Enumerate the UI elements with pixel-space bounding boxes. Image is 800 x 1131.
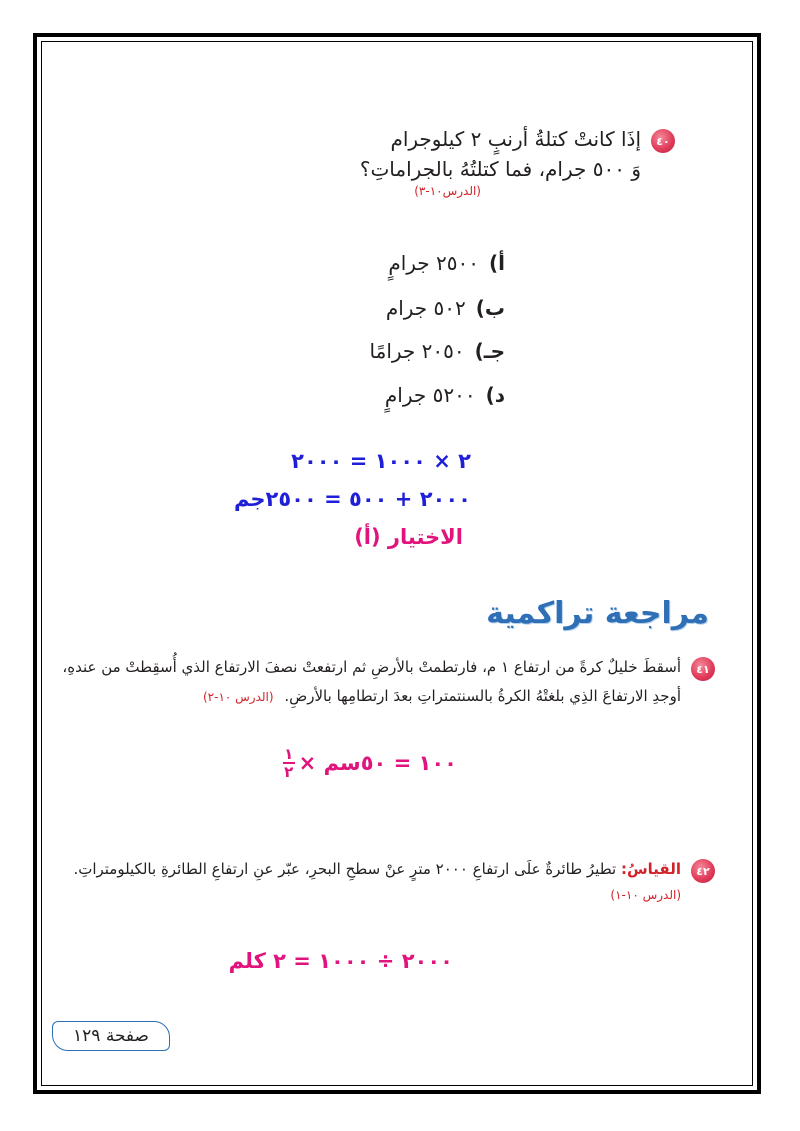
question-41-line2-text: أوجدِ الارتفاعَ الذِي بلغتْهُ الكرةُ بالسنتمتراتِ بعدَ ارتطامِها بالأرضِ. xyxy=(284,687,681,705)
question-41-badge xyxy=(691,657,715,681)
question-42-lesson-ref: (الدرس ١٠-١) xyxy=(610,888,681,902)
question-41-line1: أسقطَ خليلٌ كرةً من ارتفاع ١ م، فارتطمتْ بالأرضِ ثم ارتفعتْ نصفَ الارتفاع الذي أُسقِطتْ من عندهِ، xyxy=(62,658,681,676)
question-42-badge xyxy=(691,859,715,883)
page-number-badge xyxy=(52,1021,170,1051)
question-41-number: ٤١ xyxy=(696,662,710,676)
fraction-denominator: ٢ xyxy=(284,763,294,781)
question-41-work xyxy=(279,746,457,780)
option-d xyxy=(385,383,505,407)
question-41-lesson-ref: (الدرس ١٠-٢) xyxy=(202,690,274,704)
question-40-lesson-ref: (الدرس١٠-٣) xyxy=(414,184,481,198)
option-a-text: ٢٥٠٠ جرامٍ xyxy=(388,251,479,275)
option-c-text: ٢٠٥٠ جرامًا xyxy=(369,339,465,363)
option-d-letter: د) xyxy=(485,383,505,407)
question-40-work-line1: ٢ × ١٠٠٠ = ٢٠٠٠ xyxy=(291,449,471,473)
question-40-line2: وَ ٥٠٠ جرام، فما كتلتُهُ بالجراماتِ؟ xyxy=(359,157,641,181)
question-40-answer-choice: الاختيار (أ) xyxy=(354,525,463,549)
question-41-line2 xyxy=(203,683,681,710)
question-41-work-text: × ١٠٠ = ٥٠سم xyxy=(298,751,457,775)
question-42-work: ٢٠٠٠ ÷ ١٠٠٠ = ٢ كلم xyxy=(228,949,453,973)
option-a xyxy=(388,251,505,275)
option-c-letter: جـ) xyxy=(474,339,505,363)
question-42-text: تطيرُ طائرةٌ علَى ارتفاعِ ٢٠٠٠ مترٍ عنْ سطحِ البحرِ، عبّر عنِ ارتفاعِ الطائرةِ بالكيلومتراتِ. xyxy=(73,860,617,878)
option-b-letter: ب) xyxy=(475,296,505,320)
question-40-number: ٤٠ xyxy=(656,134,670,148)
question-42-number: ٤٢ xyxy=(696,864,710,878)
option-d-text: ٥٢٠٠ جرامٍ xyxy=(384,383,476,407)
worksheet-page xyxy=(41,41,753,1086)
option-c xyxy=(370,339,505,363)
cumulative-review-title: مراجعة تراكمية xyxy=(486,596,709,631)
question-40-badge xyxy=(651,129,675,153)
question-40-work-line2: ٢٠٠٠ + ٥٠٠ = ٢٥٠٠جم xyxy=(233,487,471,511)
question-42-line1 xyxy=(73,856,681,882)
question-42-keyword: القياسُ: xyxy=(620,860,681,878)
fraction-one-half xyxy=(283,746,295,780)
option-b-text: ٥٠٢ جرام xyxy=(385,296,466,320)
question-40-line1: إذَا كانتْ كتلةُ أرنبٍ ٢ كيلوجرام xyxy=(390,127,641,151)
option-b xyxy=(386,296,505,320)
fraction-numerator: ١ xyxy=(284,745,294,763)
page-number-label: صفحة ١٢٩ xyxy=(73,1026,149,1046)
option-a-letter: أ) xyxy=(489,251,505,275)
